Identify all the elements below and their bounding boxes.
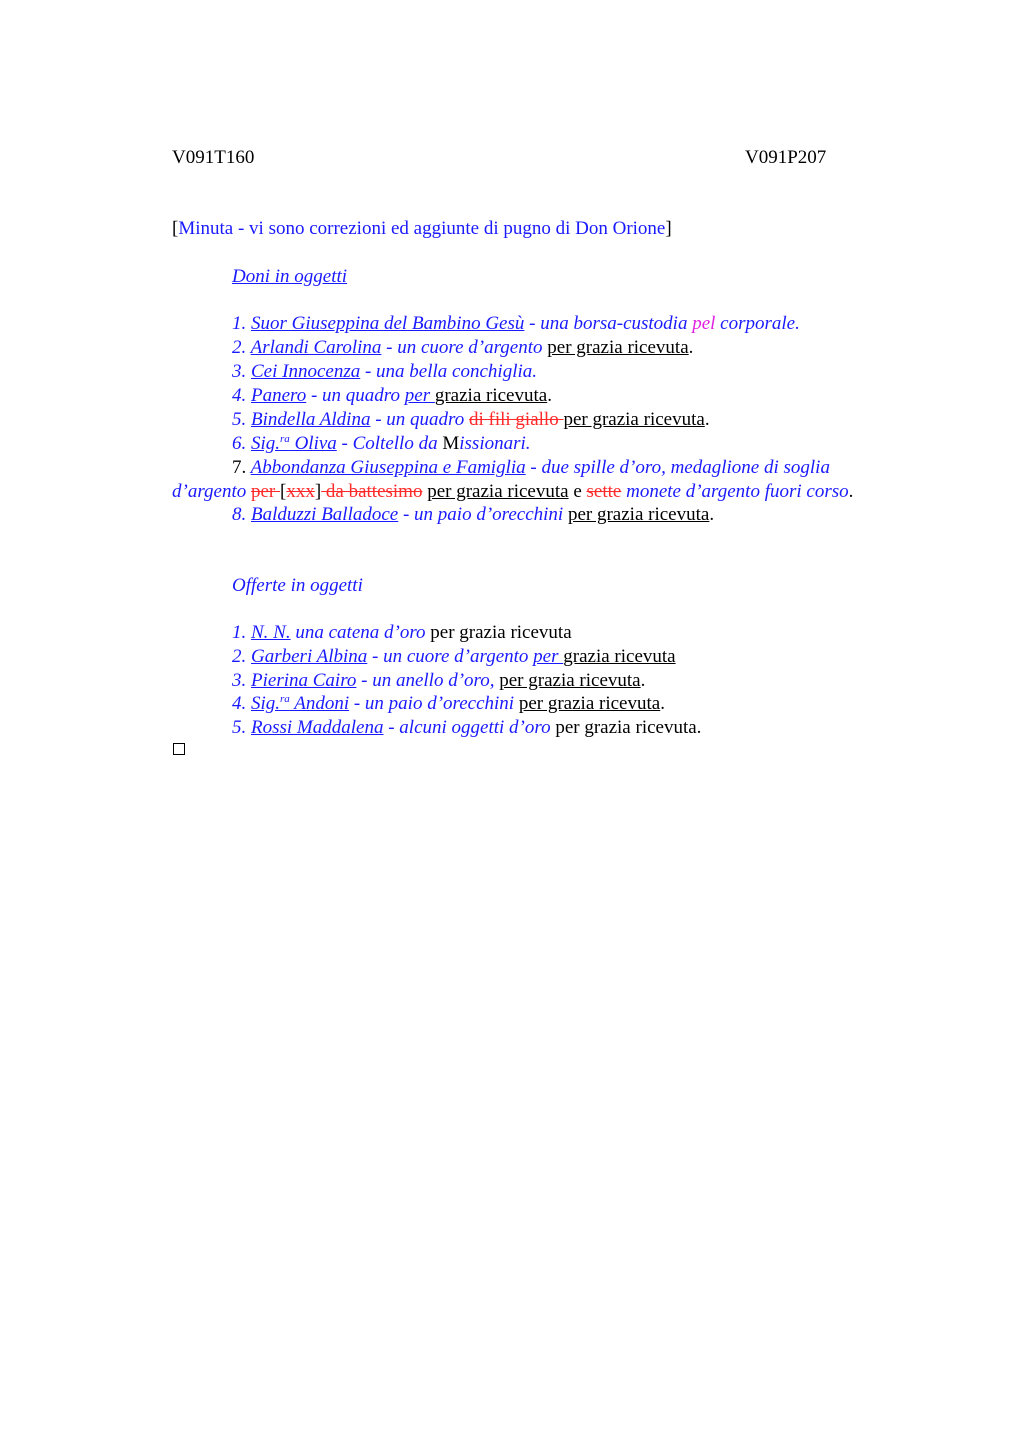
list-item: 1. Suor Giuseppina del Bambino Gesù - una borsa-custodia pel corporale.	[232, 313, 800, 334]
list-item: 5. Rossi Maddalena - alcuni oggetti d’oro per grazia ricevuta.	[232, 717, 702, 738]
list-item: 2. Garberi Albina - un cuore d’argento per grazia ricevuta	[232, 646, 676, 667]
list-item: 4. Sig.$^{ra}$ Andoni - un paio d’orecchini per grazia ricevuta.	[232, 693, 665, 714]
header-right-code: V091P207	[745, 147, 827, 168]
list-item: 3. Pierina Cairo - un anello d’oro, per grazia ricevuta.	[232, 670, 646, 691]
list-item: 6. Sig.$^{ra}$ Oliva - Coltello da Missionari.	[232, 433, 531, 454]
list-item-continuation: d’argento per [xxx] da battesimo per grazia ricevuta e sette monete d’argento fuori corso.	[172, 481, 854, 502]
list-item: 5. Bindella Aldina - un quadro di fili giallo per grazia ricevuta.	[232, 409, 710, 430]
list-item: 2. Arlandi Carolina - un cuore d’argento per grazia ricevuta.	[232, 337, 694, 358]
section-title-offerte: Offerte in oggetti	[232, 575, 363, 596]
list-item: 4. Panero - un quadro per grazia ricevuta.	[232, 385, 552, 406]
section-title-doni: Doni in oggetti	[232, 266, 348, 287]
header-left-code: V091T160	[172, 147, 255, 168]
end-square-mark	[173, 743, 185, 755]
list-item: 1. N. N. una catena d’oro per grazia ricevuta	[232, 622, 572, 643]
list-item: 7. Abbondanza Giuseppina e Famiglia - due spille d’oro, medaglione di soglia	[232, 457, 830, 478]
list-item: 8. Balduzzi Balladoce - un paio d’orecchini per grazia ricevuta.	[232, 504, 715, 525]
list-item: 3. Cei Innocenza - una bella conchiglia.	[232, 361, 538, 382]
editorial-note: [Minuta - vi sono correzioni ed aggiunte di pugno di Don Orione]	[172, 218, 672, 239]
